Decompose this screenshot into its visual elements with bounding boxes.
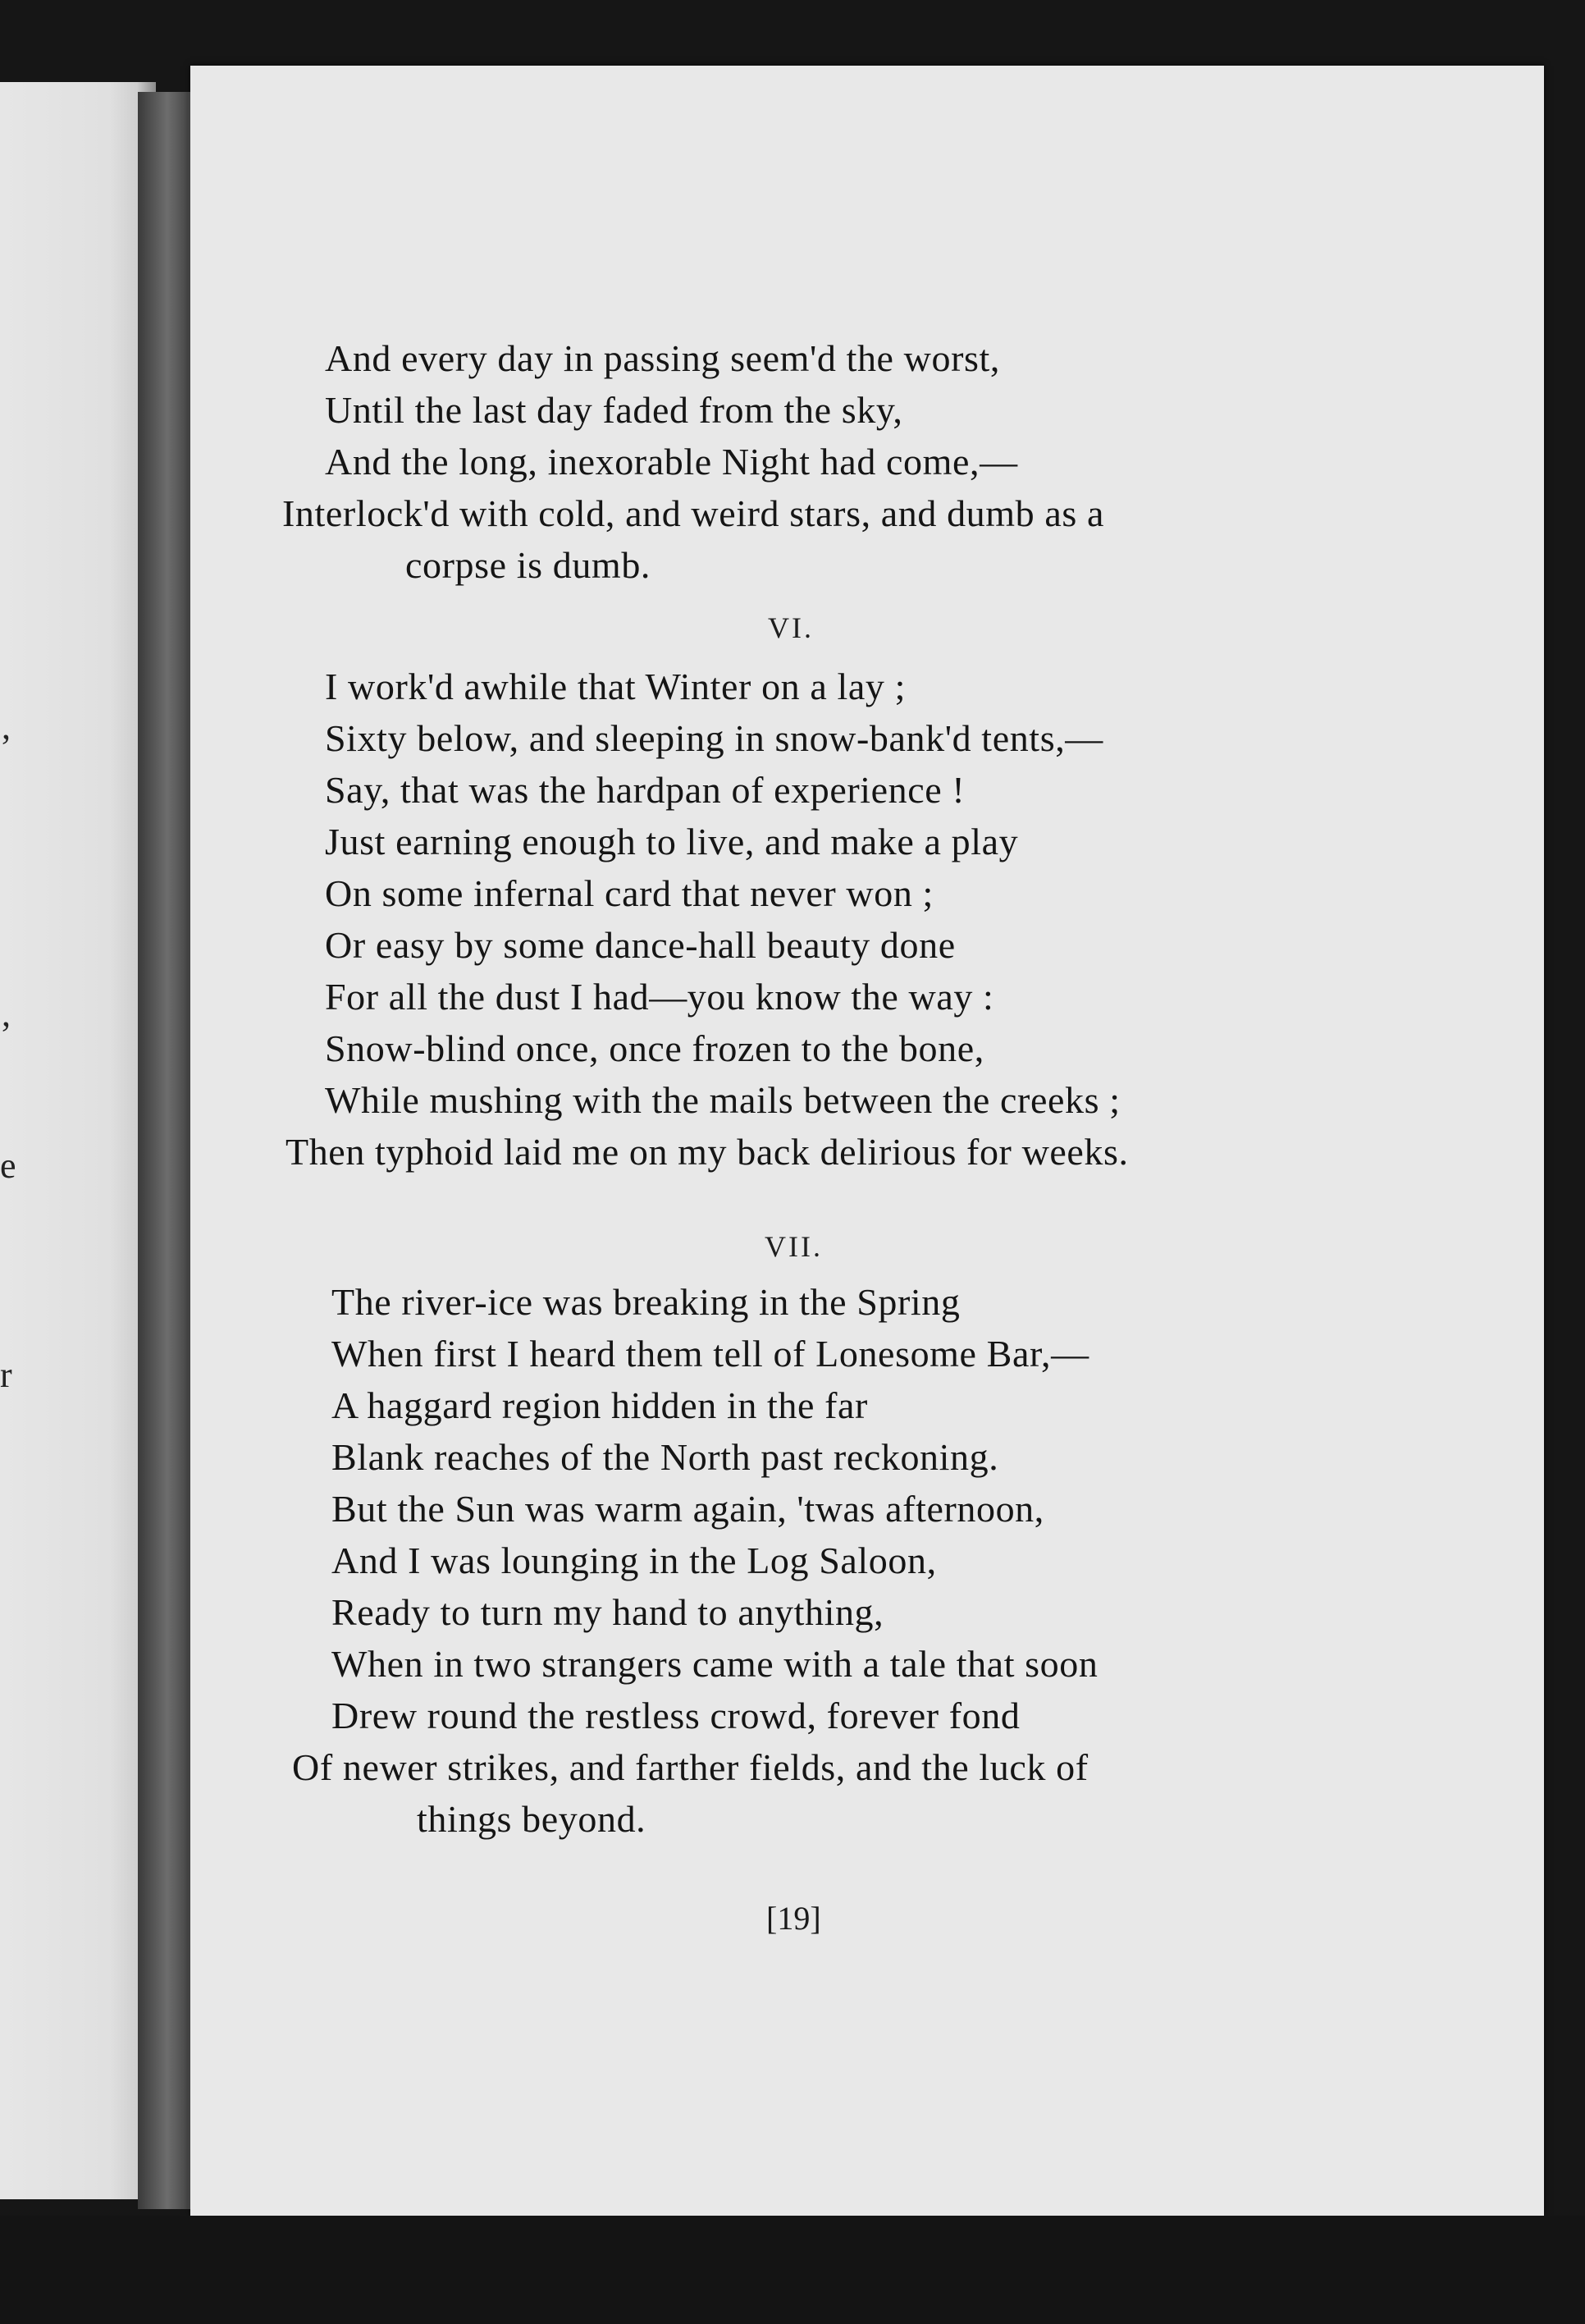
poem-line: The river-ice was breaking in the Spring — [331, 1281, 961, 1323]
section-heading: VII. — [765, 1230, 823, 1263]
poem-line: For all the dust I had—you know the way : — [325, 976, 994, 1018]
facing-page-glyph: , — [2, 707, 11, 747]
section-heading: VI. — [768, 611, 814, 644]
book-page — [190, 66, 1544, 2216]
poem-line: And the long, inexorable Night had come,— — [325, 441, 1018, 483]
facing-page-glyph: r — [0, 1355, 12, 1395]
poem-line: But the Sun was warm again, 'twas afternoon, — [331, 1488, 1044, 1530]
poem-line: While mushing with the mails between the creeks ; — [325, 1079, 1121, 1121]
poem-line: Until the last day faded from the sky, — [325, 389, 903, 431]
poem-line: Ready to turn my hand to anything, — [331, 1591, 884, 1633]
poem-line: corpse is dumb. — [405, 544, 651, 586]
poem-line: A haggard region hidden in the far — [331, 1384, 868, 1426]
poem-line: Then typhoid laid me on my back delirious for weeks. — [285, 1131, 1129, 1173]
facing-page-glyph: e — [0, 1146, 16, 1186]
poem-line: Of newer strikes, and farther fields, and the luck of — [292, 1746, 1089, 1788]
poem-line: And I was lounging in the Log Saloon, — [331, 1539, 937, 1581]
poem-line: things beyond. — [417, 1798, 646, 1840]
poem-line: When first I heard them tell of Lonesome Bar,— — [331, 1333, 1089, 1375]
poem-line: I work'd awhile that Winter on a lay ; — [325, 666, 906, 707]
poem-line: Say, that was the hardpan of experience ! — [325, 769, 966, 811]
poem-line: Blank reaches of the North past reckoning. — [331, 1436, 999, 1478]
poem-line: Or easy by some dance-hall beauty done — [325, 924, 956, 966]
facing-page-edge — [0, 82, 156, 2199]
poem-line: And every day in passing seem'd the worst, — [325, 337, 1000, 379]
poem-line: Drew round the restless crowd, forever fond — [331, 1695, 1021, 1736]
scan-background — [0, 2216, 1585, 2324]
poem-line: Just earning enough to live, and make a play — [325, 821, 1019, 862]
page-number: [19] — [766, 1900, 821, 1937]
poem-line: Sixty below, and sleeping in snow-bank'd tents,— — [325, 717, 1103, 759]
poem-line: When in two strangers came with a tale that soon — [331, 1643, 1099, 1685]
poem-line: Snow-blind once, once frozen to the bone, — [325, 1027, 984, 1069]
facing-page-glyph: , — [2, 994, 11, 1034]
poem-line: On some infernal card that never won ; — [325, 872, 934, 914]
poem-line: Interlock'd with cold, and weird stars, and dumb as a — [282, 492, 1104, 534]
